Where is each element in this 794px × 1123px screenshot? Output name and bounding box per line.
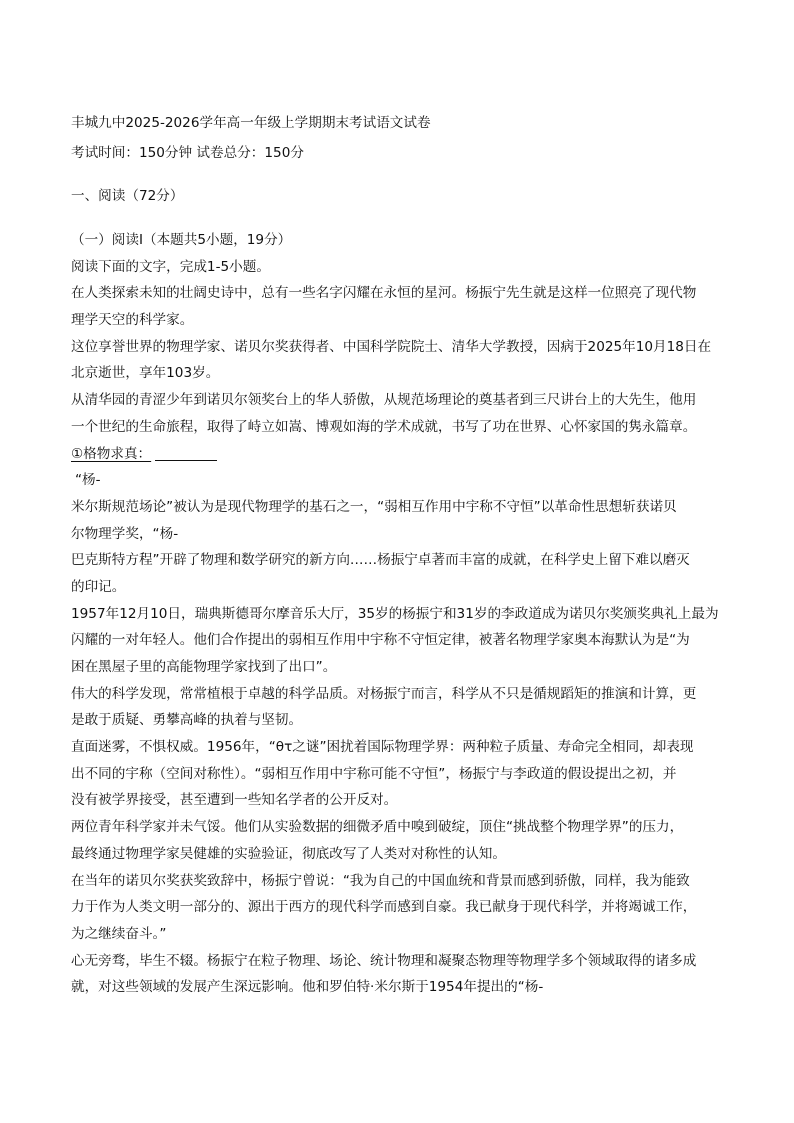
text-line: 两位青年科学家并未气馁。他们从实验数据的细微矛盾中嗅到破绽，顶住“挑战整个物理学界”的压力，: [71, 819, 684, 836]
item-label: ①格物求真：: [71, 445, 152, 462]
text-line: 阅读下面的文字，完成1-5小题。: [71, 258, 270, 275]
answer-blank[interactable]: [155, 446, 217, 461]
section-heading: 一、阅读（72分）: [71, 188, 184, 204]
exam-meta: 考试时间：150分钟 试卷总分：150分: [71, 145, 304, 161]
text-line: 直面迷雾，不惧权威。1956年，“θτ之谜”困扰着国际物理学界：两种粒子质量、寿命完全相同，却表现: [71, 739, 694, 756]
item-label-line: [71, 441, 744, 468]
exam-title: 丰城九中2025-2026学年高一年级上学期期末考试语文试卷: [71, 115, 431, 131]
reading-body: [71, 227, 744, 1001]
reading-subheading: （一）阅读I（本题共5小题，19分）: [71, 232, 292, 248]
text-line: 理学天空的科学家。: [71, 312, 194, 329]
text-line: 巴克斯特方程”开辟了物理和数学研究的新方向……杨振宁卓著而丰富的成就，在科学史上留下难以磨灭: [71, 552, 690, 569]
text-line: 是敢于质疑、勇攀高峰的执着与坚韧。: [71, 712, 303, 729]
text-line: 心无旁骛，毕生不辍。杨振宁在粒子物理、场论、统计物理和凝聚态物理等物理学多个领域取得的诸多成: [71, 952, 697, 969]
text-line: 的印记。: [71, 578, 126, 595]
text-line: 闪耀的一对年轻人。他们合作提出的弱相互作用中宇称不守恒定律，被著名物理学家奥本海默认为是“为: [71, 632, 690, 649]
text-line: 为之继续奋斗。”: [71, 925, 167, 942]
text-line: 尔物理学奖，“杨-: [71, 525, 179, 542]
text-line: 这位享誉世界的物理学家、诺贝尔奖获得者、中国科学院院士、清华大学教授，因病于2025年10月18日在: [71, 338, 712, 355]
text-line: 出不同的宇称（空间对称性）。“弱相互作用中宇称可能不守恒”，杨振宁与李政道的假设提出之初，并: [71, 765, 677, 782]
text-line: 从清华园的青涩少年到诺贝尔领奖台上的华人骄傲，从规范场理论的奠基者到三尺讲台上的大先生，他用: [71, 392, 697, 409]
text-line: 米尔斯规范场论”被认为是现代物理学的基石之一，“弱相互作用中宇称不守恒”以革命性思想斩获诺贝: [71, 498, 677, 515]
text-line: 在人类探索未知的壮阔史诗中，总有一些名字闪耀在永恒的星河。杨振宁先生就是这样一位照亮了现代物: [71, 285, 697, 302]
text-line: “杨-: [75, 472, 101, 489]
text-line: 一个世纪的生命旅程，取得了峙立如嵩、博观如海的学术成就，书写了功在世界、心怀家国的隽永篇章。: [71, 418, 697, 435]
text-line: 在当年的诺贝尔奖获奖致辞中，杨振宁曾说：“我为自己的中国血统和背景而感到骄傲，同样，我为能致: [71, 872, 690, 889]
text-line: 北京逝世，享年103岁。: [71, 365, 220, 382]
text-line: 就，对这些领域的发展产生深远影响。他和罗伯特·米尔斯于1954年提出的“杨-: [71, 979, 544, 996]
text-line: 最终通过物理学家吴健雄的实验验证，彻底改写了人类对对称性的认知。: [71, 845, 506, 862]
text-line: 没有被学界接受，甚至遭到一些知名学者的公开反对。: [71, 792, 398, 809]
text-line: 伟大的科学发现，常常植根于卓越的科学品质。对杨振宁而言，科学从不只是循规蹈矩的推演和计算，更: [71, 685, 697, 702]
text-line: 1957年12月10日，瑞典斯德哥尔摩音乐大厅，35岁的杨振宁和31岁的李政道成为诺贝尔奖颁奖典礼上最为: [71, 605, 719, 622]
text-line: 困在黑屋子里的高能物理学家找到了出口”。: [71, 659, 337, 675]
text-line: 力于作为人类文明一部分的、源出于西方的现代科学而感到自豪。我已献身于现代科学，并将竭诚工作，: [71, 899, 697, 916]
